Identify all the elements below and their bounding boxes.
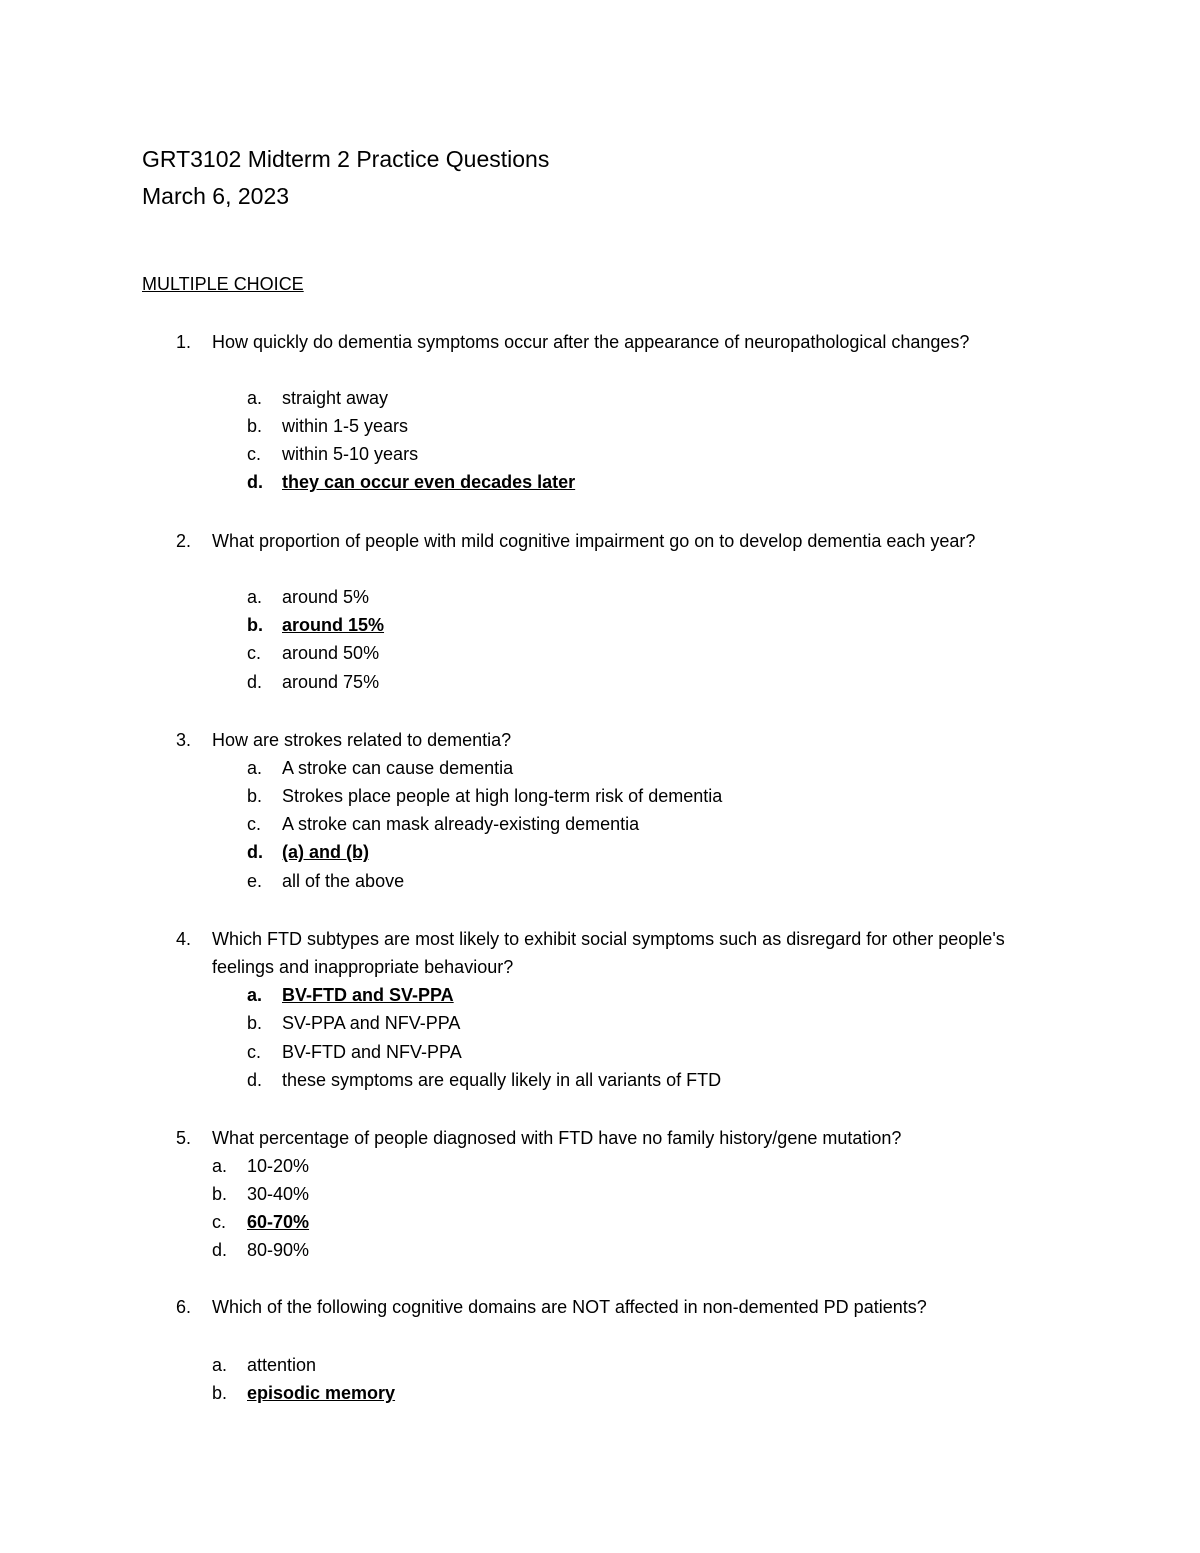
- option-text: around 75%: [282, 672, 380, 692]
- correct-option-text: around 15%: [282, 615, 385, 635]
- option-letter: d.: [247, 672, 263, 692]
- question-text: What proportion of people with mild cognitive impairment go on to develop dementia each year?: [212, 531, 976, 551]
- option-text: 30-40%: [247, 1184, 310, 1204]
- option-text: A stroke can mask already-existing dementia: [282, 814, 640, 834]
- option-text: 10-20%: [247, 1156, 310, 1176]
- option-text: these symptoms are equally likely in all variants of FTD: [282, 1070, 722, 1090]
- question-text: What percentage of people diagnosed with FTD have no family history/gene mutation?: [212, 1128, 902, 1148]
- option-letter: a.: [212, 1355, 228, 1375]
- question-text: How quickly do dementia symptoms occur after the appearance of neuropathological changes?: [212, 332, 970, 352]
- option-letter: d.: [212, 1240, 228, 1260]
- option-letter: d.: [247, 1070, 263, 1090]
- option-letter: a.: [212, 1156, 228, 1176]
- correct-option-letter: b.: [247, 615, 263, 635]
- option-text: attention: [247, 1355, 317, 1375]
- option-letter: c.: [247, 643, 262, 663]
- option-letter: b.: [212, 1383, 228, 1403]
- correct-option-text: episodic memory: [247, 1383, 396, 1403]
- section-heading: MULTIPLE CHOICE: [142, 274, 304, 294]
- option-letter: b.: [247, 1013, 263, 1033]
- option-letter: a.: [247, 758, 263, 778]
- question-text: Which FTD subtypes are most likely to exhibit social symptoms such as disregard for other people's feelings and inappropriate behaviour?: [212, 929, 1005, 977]
- option-text: SV-PPA and NFV-PPA: [282, 1013, 461, 1033]
- option-text: around 5%: [282, 587, 370, 607]
- option-text: within 1-5 years: [282, 416, 409, 436]
- correct-option-letter: d.: [247, 842, 263, 862]
- option-text: BV-FTD and NFV-PPA: [282, 1042, 462, 1062]
- question-number: 2.: [176, 531, 192, 551]
- question-text: Which of the following cognitive domains are NOT affected in non-demented PD patients?: [212, 1297, 927, 1317]
- option-letter: a.: [247, 388, 263, 408]
- correct-option-text: they can occur even decades later: [282, 472, 576, 492]
- document-title: GRT3102 Midterm 2 Practice Questions: [142, 146, 550, 172]
- option-text: A stroke can cause dementia: [282, 758, 514, 778]
- correct-option-letter: a.: [247, 985, 263, 1005]
- question-number: 3.: [176, 730, 192, 750]
- question-text: How are strokes related to dementia?: [212, 730, 512, 750]
- correct-option-text: (a) and (b): [282, 842, 369, 862]
- option-text: straight away: [282, 388, 389, 408]
- option-letter: c.: [212, 1212, 227, 1232]
- option-text: Strokes place people at high long-term risk of dementia: [282, 786, 723, 806]
- option-letter: b.: [247, 416, 263, 436]
- option-letter: e.: [247, 871, 263, 891]
- question-number: 5.: [176, 1128, 192, 1148]
- option-letter: c.: [247, 1042, 262, 1062]
- option-letter: c.: [247, 444, 262, 464]
- correct-option-letter: d.: [247, 472, 263, 492]
- question-number: 6.: [176, 1297, 192, 1317]
- option-letter: b.: [212, 1184, 228, 1204]
- option-letter: c.: [247, 814, 262, 834]
- option-letter: b.: [247, 786, 263, 806]
- document-date: March 6, 2023: [142, 183, 290, 209]
- question-number: 1.: [176, 332, 192, 352]
- option-text: around 50%: [282, 643, 380, 663]
- option-text: 80-90%: [247, 1240, 310, 1260]
- option-letter: a.: [247, 587, 263, 607]
- correct-option-text: BV-FTD and SV-PPA: [282, 985, 454, 1005]
- correct-option-text: 60-70%: [247, 1212, 310, 1232]
- option-text: all of the above: [282, 871, 405, 891]
- question-number: 4.: [176, 929, 192, 949]
- option-text: within 5-10 years: [282, 444, 419, 464]
